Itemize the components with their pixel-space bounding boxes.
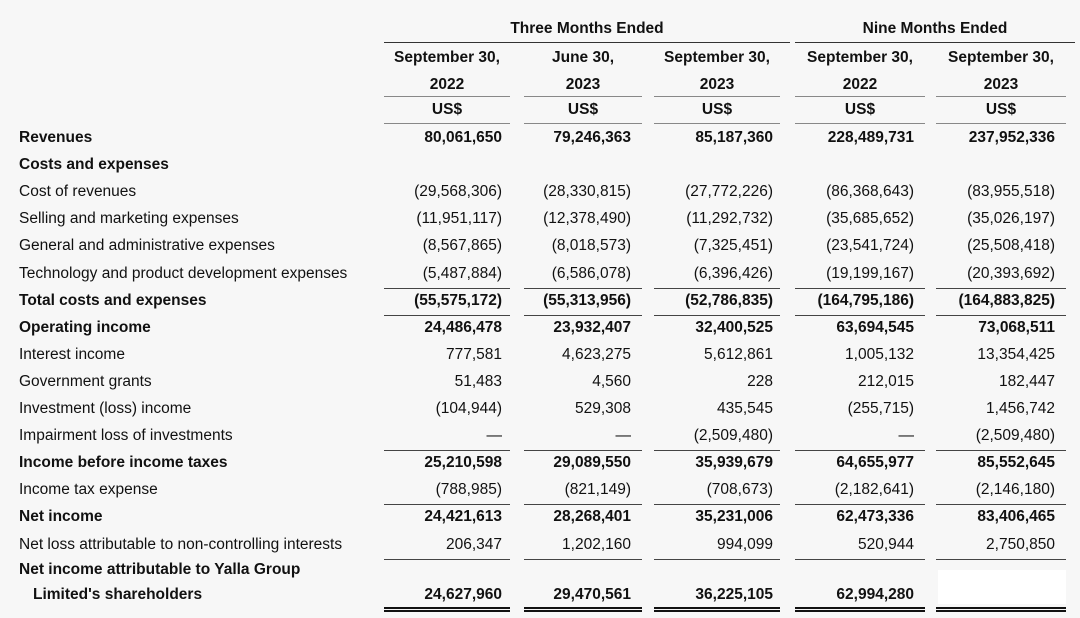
subtotal-rule [936, 504, 1066, 505]
row-label: Interest income [19, 346, 125, 363]
subtotal-rule [384, 288, 510, 289]
col1-header: September 30, 2022 [394, 49, 500, 93]
row-label: Net income [19, 508, 103, 525]
col2-currency: US$ [567, 101, 599, 118]
subtotal-rule [795, 288, 925, 289]
row-value-col2: 79,246,363 [553, 129, 631, 146]
row-value-col3: 435,545 [716, 400, 773, 417]
row-value-col2: (55,313,956) [543, 292, 631, 309]
row-value-col1: 24,421,613 [424, 508, 502, 525]
row-value-col2: 29,089,550 [553, 454, 631, 471]
row-value-col4: 62,473,336 [836, 508, 914, 525]
row-value-col1: (8,567,865) [422, 237, 502, 254]
row-label: General and administrative expenses [19, 237, 275, 254]
row-value-col2: (12,378,490) [543, 210, 631, 227]
subtotal-rule [936, 315, 1066, 316]
row-value-col3: (2,509,480) [693, 427, 773, 444]
subtotal-rule [936, 288, 1066, 289]
row-value-col1: (788,985) [435, 481, 502, 498]
row-value-col5: (2,509,480) [975, 427, 1055, 444]
col3-double-rule [654, 607, 780, 612]
row-value-col2: 1,202,160 [562, 536, 631, 553]
row-value-col1: 51,483 [454, 373, 502, 390]
row-value-col5: 1,456,742 [986, 400, 1055, 417]
row-value-col3: 35,231,006 [695, 508, 773, 525]
col5-header: September 30, 2023 [948, 49, 1054, 93]
row-value-col2: 4,623,275 [562, 346, 631, 363]
row-value-col5: (83,955,518) [967, 183, 1055, 200]
row-label: Income tax expense [19, 481, 158, 498]
row-label: Government grants [19, 373, 152, 390]
col5-currency: US$ [985, 101, 1017, 118]
row-value-col2: (821,149) [564, 481, 631, 498]
col5-double-rule [936, 607, 1066, 612]
final-rule [384, 559, 510, 560]
row-label: Costs and expenses [19, 156, 169, 173]
row-value-col3: (708,673) [706, 481, 773, 498]
col4-double-rule [795, 607, 925, 612]
subtotal-rule [384, 504, 510, 505]
row-value-col1: 206,347 [445, 536, 502, 553]
row-value-col3: (11,292,732) [686, 210, 773, 227]
row-value-col4: 64,655,977 [836, 454, 914, 471]
row-value-col2: (8,018,573) [551, 237, 631, 254]
col4-currency-rule [795, 123, 925, 124]
row-value-col3: (6,396,426) [693, 265, 773, 282]
subtotal-rule [795, 315, 925, 316]
row-value-col5: 85,552,645 [977, 454, 1055, 471]
row-value-col1: (55,575,172) [414, 292, 502, 309]
row-value-col5: 182,447 [998, 373, 1055, 390]
col3-currency-rule [654, 123, 780, 124]
nine-months-header: Nine Months Ended [862, 20, 1008, 37]
row-value-col3: 994,099 [716, 536, 773, 553]
three-months-rule [384, 42, 790, 43]
row-value-col2: 4,560 [592, 373, 631, 390]
col5-currency-rule [936, 123, 1066, 124]
col5-header-rule [936, 96, 1066, 97]
subtotal-rule [384, 315, 510, 316]
row-value-col3: (27,772,226) [685, 183, 773, 200]
row-value-col4: (19,199,167) [826, 265, 914, 282]
row-value-col3: (7,325,451) [693, 237, 773, 254]
row-value-col4: — [898, 427, 914, 444]
row-label: Income before income taxes [19, 454, 228, 471]
row-value-col3: 32,400,525 [695, 319, 773, 336]
row-value-col1: (104,944) [435, 400, 502, 417]
row-value-col5: 73,068,511 [978, 319, 1055, 336]
col4-header: September 30, 2022 [807, 49, 913, 93]
row-value-col5: (164,883,825) [958, 292, 1055, 309]
row-value-col1: — [486, 427, 502, 444]
col3-currency: US$ [701, 101, 733, 118]
row-value-col4: (164,795,186) [817, 292, 914, 309]
row-value-col4: 212,015 [857, 373, 914, 390]
row-value-col4: 228,489,731 [827, 129, 914, 146]
row-label: Cost of revenues [19, 183, 137, 200]
subtotal-rule [654, 288, 780, 289]
row-label: Revenues [19, 129, 93, 146]
row-value-col4: 520,944 [857, 536, 914, 553]
final-value-col2: 29,470,561 [553, 586, 631, 603]
col1-currency: US$ [431, 101, 463, 118]
row-label: Selling and marketing expenses [19, 210, 239, 227]
final-row-label-line1: Net income attributable to Yalla Group [19, 561, 301, 578]
final-value-col4: 62,994,280 [836, 586, 914, 603]
row-value-col2: 529,308 [574, 400, 631, 417]
row-value-col3: 35,939,679 [695, 454, 773, 471]
col1-currency-rule [384, 123, 510, 124]
subtotal-rule [524, 288, 642, 289]
subtotal-rule [524, 450, 642, 451]
row-label: Total costs and expenses [19, 292, 207, 309]
row-value-col2: (6,586,078) [551, 265, 631, 282]
subtotal-rule [654, 450, 780, 451]
row-value-col5: 237,952,336 [968, 129, 1055, 146]
row-label: Investment (loss) income [19, 400, 192, 417]
row-value-col1: 24,486,478 [424, 319, 502, 336]
col3-header-rule [654, 96, 780, 97]
row-value-col4: (86,368,643) [826, 183, 914, 200]
redacted-cell [938, 570, 1066, 604]
row-value-col4: (23,541,724) [826, 237, 914, 254]
col2-currency-rule [524, 123, 642, 124]
col1-header-rule [384, 96, 510, 97]
final-rule [654, 559, 780, 560]
row-value-col5: 83,406,465 [977, 508, 1055, 525]
nine-months-rule [795, 42, 1075, 43]
row-value-col1: 80,061,650 [424, 129, 502, 146]
final-value-col1: 24,627,960 [424, 586, 502, 603]
three-months-header: Three Months Ended [510, 20, 664, 37]
row-value-col5: (20,393,692) [967, 265, 1055, 282]
row-value-col5: (35,026,197) [967, 210, 1055, 227]
row-label: Net loss attributable to non-controlling interests [19, 536, 343, 553]
subtotal-rule [524, 315, 642, 316]
row-label: Technology and product development expenses [19, 265, 348, 282]
row-value-col4: (255,715) [847, 400, 914, 417]
row-value-col4: (35,685,652) [826, 210, 914, 227]
subtotal-rule [524, 504, 642, 505]
row-value-col5: (25,508,418) [967, 237, 1055, 254]
row-value-col4: 1,005,132 [845, 346, 914, 363]
subtotal-rule [936, 450, 1066, 451]
col2-double-rule [524, 607, 642, 612]
final-rule [524, 559, 642, 560]
row-label: Operating income [19, 319, 151, 336]
subtotal-rule [795, 504, 925, 505]
subtotal-rule [384, 450, 510, 451]
row-value-col2: — [615, 427, 631, 444]
col2-header: June 30, 2023 [551, 49, 615, 93]
row-value-col1: (29,568,306) [414, 183, 502, 200]
subtotal-rule [654, 504, 780, 505]
row-value-col2: (28,330,815) [543, 183, 631, 200]
row-value-col5: (2,146,180) [975, 481, 1055, 498]
row-value-col2: 23,932,407 [553, 319, 631, 336]
row-label: Impairment loss of investments [19, 427, 233, 444]
row-value-col3: 5,612,861 [704, 346, 773, 363]
row-value-col1: 777,581 [445, 346, 502, 363]
row-value-col1: (11,951,117) [416, 210, 502, 227]
row-value-col5: 2,750,850 [986, 536, 1055, 553]
row-value-col3: 85,187,360 [695, 129, 773, 146]
subtotal-rule [654, 315, 780, 316]
final-rule [795, 559, 925, 560]
row-value-col5: 13,354,425 [977, 346, 1055, 363]
row-value-col1: (5,487,884) [422, 265, 502, 282]
col4-currency: US$ [844, 101, 876, 118]
col1-double-rule [384, 607, 510, 612]
col3-header: September 30, 2023 [664, 49, 770, 93]
subtotal-rule [795, 450, 925, 451]
final-row-label-line2: Limited's shareholders [33, 586, 203, 603]
row-value-col3: 228 [747, 373, 773, 390]
col4-header-rule [795, 96, 925, 97]
row-value-col4: (2,182,641) [834, 481, 914, 498]
final-rule [936, 559, 1066, 560]
col2-header-rule [524, 96, 642, 97]
final-value-col3: 36,225,105 [695, 586, 773, 603]
row-value-col1: 25,210,598 [424, 454, 502, 471]
row-value-col2: 28,268,401 [553, 508, 631, 525]
row-value-col3: (52,786,835) [685, 292, 773, 309]
row-value-col4: 63,694,545 [836, 319, 914, 336]
